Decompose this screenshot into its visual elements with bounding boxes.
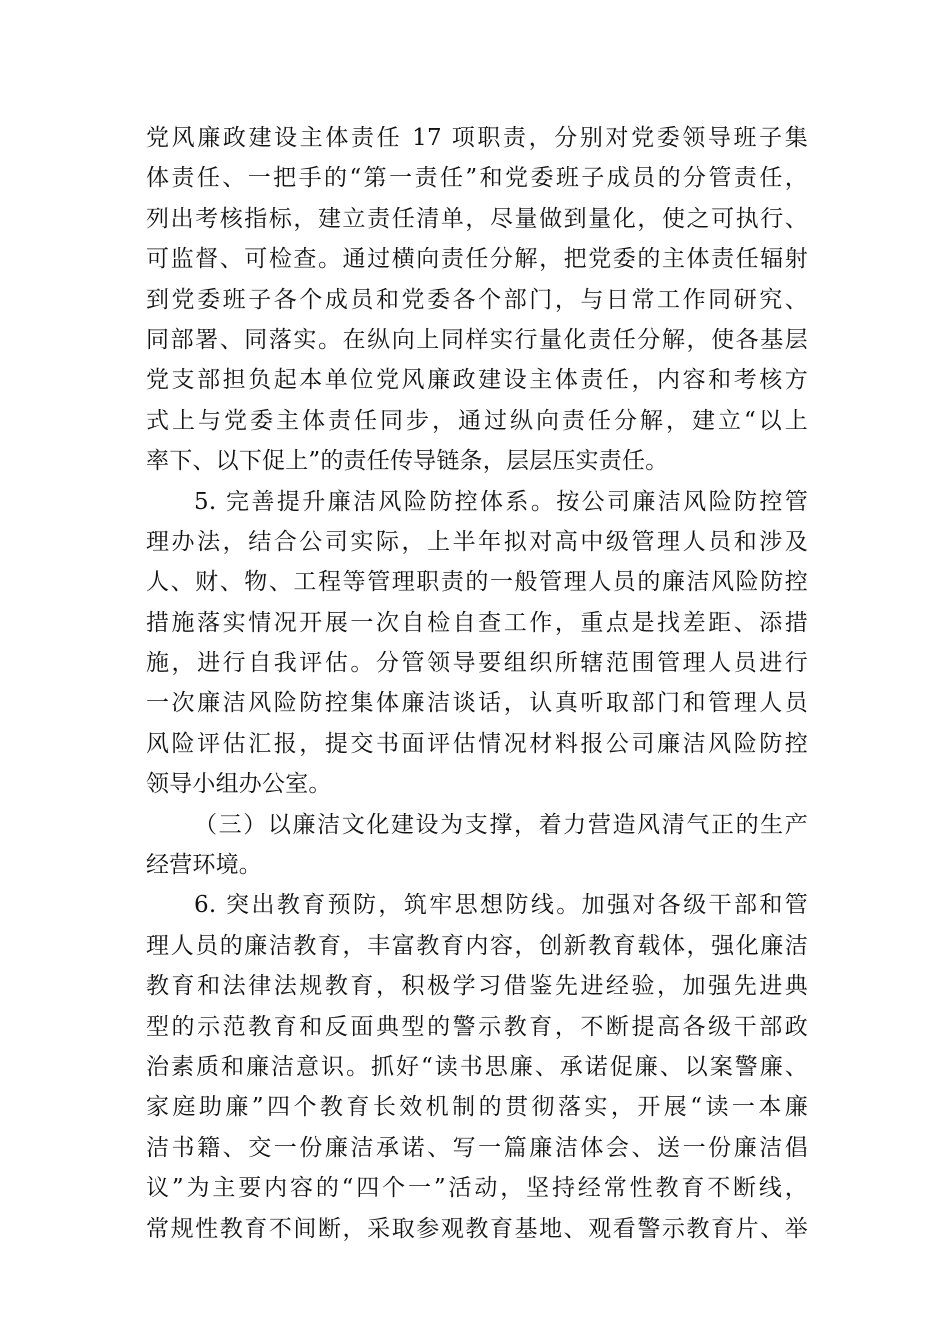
text-line: 一次廉洁风险防控集体廉洁谈话，认真听取部门和管理人员 xyxy=(146,690,808,717)
text-line: 风险评估汇报，提交书面评估情况材料报公司廉洁风险防控 xyxy=(146,730,808,757)
text-line: （三）以廉洁文化建设为支撑，着力营造风清气正的生产 xyxy=(194,811,808,838)
text-line: 6. 突出教育预防，筑牢思想防线。加强对各级干部和管 xyxy=(194,892,808,919)
text-line: 列出考核指标，建立责任清单，尽量做到量化，使之可执行、 xyxy=(146,205,808,232)
text-line: 党风廉政建设主体责任 17 项职责，分别对党委领导班子集 xyxy=(146,125,808,151)
text-line: 施，进行自我评估。分管领导要组织所辖范围管理人员进行 xyxy=(146,650,808,677)
text-line: 可监督、可检查。通过横向责任分解，把党委的主体责任辐射 xyxy=(146,246,808,273)
text-line: 同部署、同落实。在纵向上同样实行量化责任分解，使各基层 xyxy=(146,326,808,353)
text-line: 党支部担负起本单位党风廉政建设主体责任，内容和考核方 xyxy=(146,367,808,394)
text-line: 理人员的廉洁教育，丰富教育内容，创新教育载体，强化廉洁 xyxy=(146,932,808,959)
text-line: 教育和法律法规教育，积极学习借鉴先进经验，加强先进典 xyxy=(146,973,808,1000)
text-line: 领导小组办公室。 xyxy=(146,771,332,798)
text-line: 洁书籍、交一份廉洁承诺、写一篇廉洁体会、送一份廉洁倡 xyxy=(146,1134,808,1161)
text-line: 率下、以下促上”的责任传导链条，层层压实责任。 xyxy=(146,448,669,475)
text-line: 措施落实情况开展一次自检自查工作，重点是找差距、添措 xyxy=(146,609,808,636)
text-line: 议”为主要内容的“四个一”活动，坚持经常性教育不断线， xyxy=(146,1175,808,1202)
text-line: 人、财、物、工程等管理职责的一般管理人员的廉洁风险防控 xyxy=(146,569,808,596)
text-line: 常规性教育不间断，采取参观教育基地、观看警示教育片、举 xyxy=(146,1215,808,1242)
text-line: 型的示范教育和反面典型的警示教育，不断提高各级干部政 xyxy=(146,1013,808,1040)
text-line: 经营环境。 xyxy=(146,852,262,879)
document-body xyxy=(146,118,808,1249)
text-line: 家庭助廉”四个教育长效机制的贯彻落实，开展“读一本廉 xyxy=(146,1094,808,1121)
text-line: 5. 完善提升廉洁风险防控体系。按公司廉洁风险防控管 xyxy=(194,488,808,515)
text-line: 理办法，结合公司实际，上半年拟对高中级管理人员和涉及 xyxy=(146,528,808,555)
text-line: 体责任、一把手的“第一责任”和党委班子成员的分管责任， xyxy=(146,165,808,192)
text-line: 治素质和廉洁意识。抓好“读书思廉、承诺促廉、以案警廉、 xyxy=(146,1053,808,1080)
text-line: 式上与党委主体责任同步，通过纵向责任分解，建立“以上 xyxy=(146,407,808,434)
text-line: 到党委班子各个成员和党委各个部门，与日常工作同研究、 xyxy=(146,286,808,313)
